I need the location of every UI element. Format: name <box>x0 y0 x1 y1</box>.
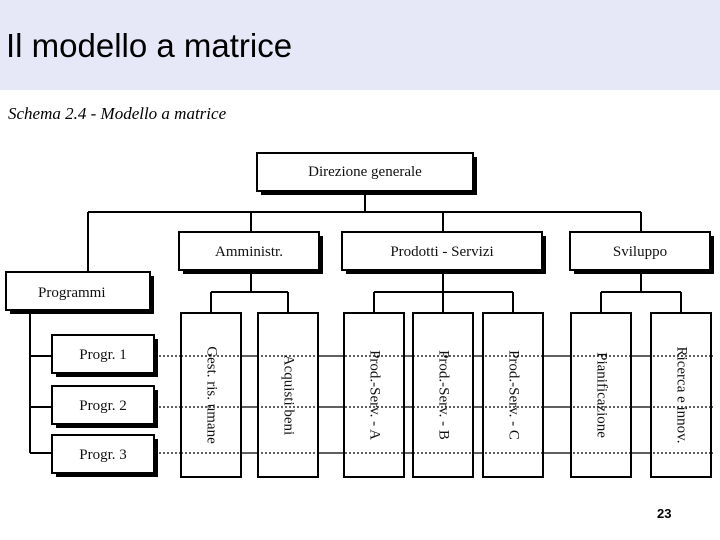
program-2-label: Progr. 2 <box>79 398 127 414</box>
department-sviluppo-label: Sviluppo <box>612 244 668 260</box>
department-prodotti-servizi <box>342 232 546 274</box>
program-3 <box>52 435 158 477</box>
program-1-label: Progr. 1 <box>79 347 127 363</box>
programmi-label: Programmi <box>38 285 106 301</box>
program-3-label: Progr. 3 <box>79 447 127 463</box>
direzione-generale-box <box>257 153 477 195</box>
program-1 <box>52 335 158 377</box>
department-prodotti-servizi-label: Prodotti - Servizi <box>390 244 494 260</box>
unit-pianificazione-label: Pianificazione <box>593 352 610 438</box>
diagram-caption: Schema 2.4 - Modello a matrice <box>8 104 227 123</box>
unit-prod-serv-a-label: Prod.-Serv. - A <box>366 350 383 440</box>
programmi-box <box>6 272 154 314</box>
program-2 <box>52 386 158 428</box>
department-amministr-label: Amministr. <box>215 244 283 260</box>
department-amministr <box>179 232 323 274</box>
department-sviluppo <box>570 232 714 274</box>
page-number: 23 <box>657 506 672 521</box>
unit-acquisti-beni-label: Acquisti beni <box>280 354 297 436</box>
unit-ricerca-innov-label: Ricerca e innov. <box>673 346 690 444</box>
slide-title: Il modello a matrice <box>6 27 293 64</box>
unit-prod-serv-c-label: Prod.-Serv. - C <box>505 350 522 440</box>
unit-prod-serv-b-label: Prod.-Serv. - B <box>435 350 452 440</box>
unit-gest-ris-umane-label: Gest. ris. umane <box>203 346 220 444</box>
direzione-generale-label: Direzione generale <box>308 164 422 180</box>
